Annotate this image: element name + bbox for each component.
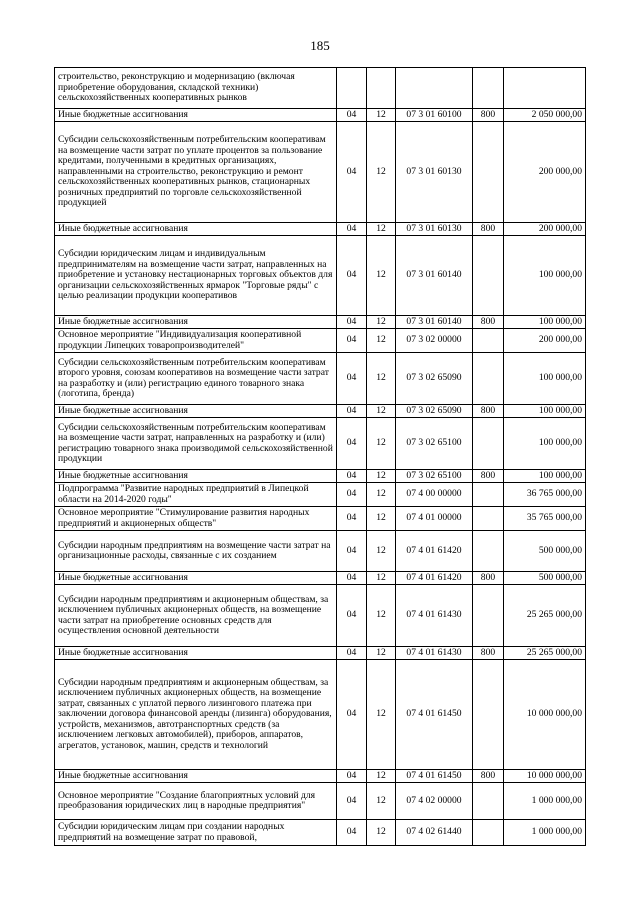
cell-amount: 200 000,00 (504, 329, 586, 353)
cell-target-article: 07 4 02 61440 (396, 820, 473, 846)
cell-amount: 10 000 000,00 (504, 660, 586, 770)
table-row (55, 236, 586, 316)
cell-expense-type: 800 (473, 647, 504, 660)
cell-target-article: 07 4 01 61430 (396, 585, 473, 647)
cell-target-article: 07 4 02 00000 (396, 783, 473, 820)
cell-subsection: 12 (367, 418, 396, 470)
cell-section: 04 (337, 572, 367, 585)
table-row (55, 483, 586, 507)
table-row (55, 820, 586, 846)
table-row (55, 405, 586, 418)
cell-name: Иные бюджетные ассигнования (55, 223, 337, 236)
cell-name: Иные бюджетные ассигнования (55, 316, 337, 329)
cell-target-article: 07 3 02 65100 (396, 470, 473, 483)
cell-expense-type (473, 507, 504, 531)
cell-amount: 500 000,00 (504, 572, 586, 585)
cell-subsection (367, 68, 396, 109)
cell-expense-type: 800 (473, 572, 504, 585)
cell-target-article: 07 4 01 61430 (396, 647, 473, 660)
cell-expense-type (473, 68, 504, 109)
table-row (55, 585, 586, 647)
cell-name: Основное мероприятие "Создание благоприятных условий для преобразования юридических лиц в народные предприятия" (55, 783, 337, 820)
cell-target-article: 07 3 02 65090 (396, 405, 473, 418)
cell-expense-type: 800 (473, 223, 504, 236)
cell-subsection: 12 (367, 660, 396, 770)
cell-name: Иные бюджетные ассигнования (55, 770, 337, 783)
cell-section: 04 (337, 647, 367, 660)
table-row (55, 122, 586, 223)
cell-subsection: 12 (367, 770, 396, 783)
cell-target-article: 07 3 01 60100 (396, 109, 473, 122)
cell-subsection: 12 (367, 236, 396, 316)
cell-name: Субсидии сельскохозяйственным потребительским кооперативам на возмещение части затрат по уплате процентов за пользование кредитами, полученными в кредитных организациях, направленными на строительство, реконструкцию и ремонт сельскохозяйственных кооперативных рынков, стационарных розничных предприятий по торговле сельскохозяйственной продукцией (55, 122, 337, 223)
cell-target-article: 07 4 01 61420 (396, 572, 473, 585)
cell-name: Основное мероприятие "Индивидуализация кооперативной продукции Липецких товаропроизводителей" (55, 329, 337, 353)
cell-target-article: 07 3 01 60140 (396, 236, 473, 316)
cell-section: 04 (337, 405, 367, 418)
cell-section: 04 (337, 483, 367, 507)
cell-subsection: 12 (367, 405, 396, 418)
cell-target-article: 07 4 01 61450 (396, 770, 473, 783)
cell-subsection: 12 (367, 122, 396, 223)
table-row (55, 316, 586, 329)
table-row (55, 660, 586, 770)
cell-subsection: 12 (367, 470, 396, 483)
cell-target-article: 07 3 01 60130 (396, 223, 473, 236)
budget-table (54, 67, 586, 846)
cell-section: 04 (337, 236, 367, 316)
cell-amount: 1 000 000,00 (504, 820, 586, 846)
cell-name: Иные бюджетные ассигнования (55, 572, 337, 585)
table-row (55, 507, 586, 531)
cell-amount: 100 000,00 (504, 418, 586, 470)
cell-target-article: 07 4 01 61450 (396, 660, 473, 770)
table-row (55, 353, 586, 405)
cell-name: Субсидии сельскохозяйственным потребительским кооперативам на возмещение части затрат, направленных на разработку и (или) регистрацию товарного знака производимой сельскохозяйственной продукции (55, 418, 337, 470)
cell-expense-type (473, 122, 504, 223)
cell-amount: 2 050 000,00 (504, 109, 586, 122)
cell-subsection: 12 (367, 329, 396, 353)
cell-expense-type (473, 820, 504, 846)
cell-target-article: 07 3 02 00000 (396, 329, 473, 353)
cell-amount: 10 000 000,00 (504, 770, 586, 783)
cell-subsection: 12 (367, 783, 396, 820)
table-row (55, 470, 586, 483)
cell-section: 04 (337, 353, 367, 405)
cell-subsection: 12 (367, 531, 396, 572)
cell-expense-type (473, 783, 504, 820)
cell-subsection: 12 (367, 647, 396, 660)
cell-amount: 25 265 000,00 (504, 647, 586, 660)
cell-subsection: 12 (367, 585, 396, 647)
cell-section: 04 (337, 820, 367, 846)
cell-subsection: 12 (367, 507, 396, 531)
cell-target-article: 07 3 02 65100 (396, 418, 473, 470)
cell-subsection: 12 (367, 572, 396, 585)
cell-target-article: 07 4 01 00000 (396, 507, 473, 531)
table-row (55, 783, 586, 820)
table-row (55, 770, 586, 783)
cell-target-article: 07 3 01 60130 (396, 122, 473, 223)
cell-amount: 200 000,00 (504, 122, 586, 223)
table-row (55, 647, 586, 660)
cell-name: Субсидии юридическим лицам при создании народных предприятий на возмещение затрат по правовой, (55, 820, 337, 846)
table-row (55, 329, 586, 353)
cell-name: Иные бюджетные ассигнования (55, 647, 337, 660)
cell-amount: 100 000,00 (504, 353, 586, 405)
cell-name: Субсидии народным предприятиям на возмещение части затрат на организационные расходы, связанные с их созданием (55, 531, 337, 572)
table-row (55, 572, 586, 585)
cell-amount: 100 000,00 (504, 405, 586, 418)
cell-section: 04 (337, 531, 367, 572)
cell-target-article: 07 4 01 61420 (396, 531, 473, 572)
cell-expense-type: 800 (473, 470, 504, 483)
cell-section (337, 68, 367, 109)
table-row (55, 223, 586, 236)
cell-subsection: 12 (367, 109, 396, 122)
cell-section: 04 (337, 109, 367, 122)
cell-section: 04 (337, 770, 367, 783)
cell-expense-type (473, 585, 504, 647)
cell-section: 04 (337, 783, 367, 820)
cell-amount: 100 000,00 (504, 470, 586, 483)
cell-expense-type (473, 531, 504, 572)
page-number: 185 (310, 38, 330, 53)
cell-section: 04 (337, 585, 367, 647)
cell-amount: 500 000,00 (504, 531, 586, 572)
cell-expense-type (473, 236, 504, 316)
cell-amount: 100 000,00 (504, 316, 586, 329)
cell-expense-type (473, 329, 504, 353)
cell-name: Иные бюджетные ассигнования (55, 470, 337, 483)
cell-amount: 200 000,00 (504, 223, 586, 236)
cell-subsection: 12 (367, 820, 396, 846)
cell-section: 04 (337, 122, 367, 223)
cell-expense-type: 800 (473, 405, 504, 418)
cell-name: Иные бюджетные ассигнования (55, 405, 337, 418)
cell-target-article: 07 3 01 60140 (396, 316, 473, 329)
table-row (55, 531, 586, 572)
cell-section: 04 (337, 223, 367, 236)
budget-table-body (55, 68, 586, 846)
cell-expense-type (473, 660, 504, 770)
cell-amount: 25 265 000,00 (504, 585, 586, 647)
cell-expense-type: 800 (473, 109, 504, 122)
cell-target-article: 07 3 02 65090 (396, 353, 473, 405)
cell-expense-type (473, 353, 504, 405)
cell-expense-type: 800 (473, 770, 504, 783)
table-row (55, 109, 586, 122)
cell-name: Субсидии народным предприятиям и акционерным обществам, за исключением публичных акционерных обществ, на возмещение части затрат на приобретение основных средств для осуществления основной деятельности (55, 585, 337, 647)
cell-section: 04 (337, 660, 367, 770)
cell-name: Субсидии народным предприятиям и акционерным обществам, за исключением публичных акционерных обществ, на возмещение затрат, связанных с уплатой первого лизингового платежа при заключении договора финансовой аренды (лизинга) оборудования, устройств, механизмов, автотранспортных средств (за исключением легковых автомобилей), приборов, аппаратов, агрегатов, установок, машин, средств и технологий (55, 660, 337, 770)
cell-name: Субсидии сельскохозяйственным потребительским кооперативам второго уровня, союзам кооперативов на возмещение части затрат на разработку и (или) регистрацию единого товарного знака (логотипа, бренда) (55, 353, 337, 405)
cell-expense-type (473, 418, 504, 470)
cell-name: строительство, реконструкцию и модернизацию (включая приобретение оборудования, складской техники) сельскохозяйственных кооперативных рынков (55, 68, 337, 109)
cell-section: 04 (337, 507, 367, 531)
cell-subsection: 12 (367, 353, 396, 405)
cell-name: Подпрограмма "Развитие народных предприятий в Липецкой области на 2014-2020 годы" (55, 483, 337, 507)
cell-subsection: 12 (367, 223, 396, 236)
cell-amount: 100 000,00 (504, 236, 586, 316)
cell-section: 04 (337, 329, 367, 353)
cell-target-article: 07 4 00 00000 (396, 483, 473, 507)
cell-name: Субсидии юридическим лицам и индивидуальным предпринимателям на возмещение части затрат, направленных на приобретение и установку нестационарных торговых объектов для организации сельскохозяйственных ярмарок "Торговые ряды" с целью реализации продукции кооперативов (55, 236, 337, 316)
cell-target-article (396, 68, 473, 109)
cell-amount: 35 765 000,00 (504, 507, 586, 531)
cell-section: 04 (337, 316, 367, 329)
cell-amount: 36 765 000,00 (504, 483, 586, 507)
cell-name: Иные бюджетные ассигнования (55, 109, 337, 122)
cell-expense-type (473, 483, 504, 507)
cell-amount: 1 000 000,00 (504, 783, 586, 820)
table-row (55, 68, 586, 109)
cell-expense-type: 800 (473, 316, 504, 329)
cell-name: Основное мероприятие "Стимулирование развития народных предприятий и акционерных обществ" (55, 507, 337, 531)
cell-section: 04 (337, 418, 367, 470)
cell-subsection: 12 (367, 316, 396, 329)
cell-subsection: 12 (367, 483, 396, 507)
cell-section: 04 (337, 470, 367, 483)
cell-amount (504, 68, 586, 109)
table-row (55, 418, 586, 470)
